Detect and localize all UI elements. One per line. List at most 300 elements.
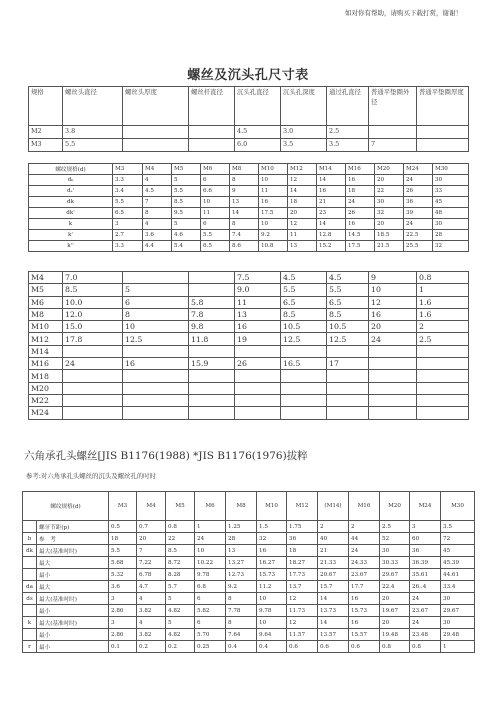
- table-cell: 24.33: [349, 557, 380, 569]
- table-cell: 18: [109, 533, 137, 545]
- table-cell: 72: [441, 533, 475, 545]
- table-cell: [235, 345, 281, 357]
- header-cell: 沉头孔深度: [281, 87, 327, 126]
- table-cell: k'': [29, 241, 113, 252]
- download-note: 如对你有帮助，请购买下载打赏，谢谢！: [345, 9, 462, 17]
- row-label: 最大(基准吋时): [37, 617, 109, 629]
- table-row: [29, 175, 469, 186]
- table-cell: 5: [166, 593, 195, 605]
- table-cell: 13: [230, 197, 259, 208]
- table-cell: 5.5: [109, 545, 137, 557]
- table-cell: 6.6: [201, 186, 230, 197]
- table-cell: [189, 284, 235, 296]
- table-cell: 2.86: [109, 629, 137, 641]
- table-cell: 10: [259, 175, 288, 186]
- header-cell: M5: [166, 492, 195, 521]
- table-cell: 36: [287, 533, 318, 545]
- header-cell: M12: [288, 164, 317, 175]
- header-cell: M16: [349, 492, 380, 521]
- table-cell: 11.8: [189, 333, 235, 345]
- table-cell: 8: [226, 593, 257, 605]
- table-cell: 24: [404, 219, 433, 230]
- table-cell: 21: [318, 545, 349, 557]
- table-cell: 26: [235, 358, 281, 370]
- socket-head-screw-table: [22, 491, 475, 653]
- row-label: 最小: [37, 569, 109, 581]
- table-cell: 16: [369, 308, 417, 320]
- table-cell: 16.27: [257, 557, 287, 569]
- table-cell: 7.8: [189, 308, 235, 320]
- table-row: [29, 407, 469, 419]
- table-cell: [235, 394, 281, 406]
- table-cell: 40: [318, 533, 349, 545]
- table-cell: 24: [349, 545, 380, 557]
- table-cell: 4.82: [166, 605, 195, 617]
- table-cell: 9.2: [259, 230, 288, 241]
- table-cell: 6: [201, 175, 230, 186]
- table-cell: [281, 407, 327, 419]
- table-cell: 23.67: [410, 605, 441, 617]
- table-cell: 30: [380, 545, 410, 557]
- table-cell: 2: [318, 521, 349, 533]
- row-label: 最小: [37, 629, 109, 641]
- table-cell: 4: [137, 593, 166, 605]
- table-cell: 10.8: [259, 241, 288, 252]
- table-cell: 0.8: [417, 272, 469, 284]
- table-row: [29, 208, 469, 219]
- table-cell: 7.4: [230, 230, 259, 241]
- table-cell: 13: [226, 545, 257, 557]
- table-cell: [189, 345, 235, 357]
- table-cell: M22: [29, 394, 63, 406]
- table-cell: 29.67: [380, 569, 410, 581]
- table-cell: 19.67: [380, 605, 410, 617]
- table-cell: 24: [195, 533, 226, 545]
- table-cell: 24: [410, 617, 441, 629]
- table-cell: M4: [29, 272, 63, 284]
- table-cell: 22: [166, 533, 195, 545]
- table-cell: 20: [288, 208, 317, 219]
- table-cell: 24: [410, 593, 441, 605]
- table-cell: 8.28: [166, 569, 195, 581]
- table-cell: 45.39: [441, 557, 475, 569]
- table-cell: [327, 407, 369, 419]
- table-cell: 5.5: [327, 284, 369, 296]
- header-cell: M8: [226, 492, 257, 521]
- table-cell: 21: [317, 197, 346, 208]
- table-cell: [63, 370, 123, 382]
- table-row: [29, 333, 469, 345]
- row-group-label: [23, 605, 37, 617]
- table-cell: 23.48: [410, 629, 441, 641]
- table-row: [29, 230, 469, 241]
- table-cell: 16: [123, 358, 189, 370]
- table-cell: 8.6: [230, 241, 259, 252]
- table-cell: 16: [317, 186, 346, 197]
- table-cell: 3.5: [327, 139, 369, 152]
- table-cell: 0.25: [195, 641, 226, 653]
- table-cell: 13.73: [318, 605, 349, 617]
- table-cell: 14: [288, 186, 317, 197]
- table-cell: [417, 370, 469, 382]
- table-row: [29, 139, 469, 152]
- table-cell: 11: [201, 208, 230, 219]
- table-cell: [327, 394, 369, 406]
- table-cell: [369, 345, 417, 357]
- header-cell: 普通平垫圈外径: [369, 87, 417, 126]
- table-cell: 15.2: [317, 241, 346, 252]
- table-cell: 0.4: [226, 641, 257, 653]
- table-cell: [417, 358, 469, 370]
- header-cell: 普通平垫圈厚度: [417, 87, 469, 126]
- table-cell: 10.0: [63, 296, 123, 308]
- table-cell: 17.5: [346, 241, 375, 252]
- table-cell: 6: [195, 593, 226, 605]
- table-cell: 26: [346, 208, 375, 219]
- header-cell: M20: [375, 164, 404, 175]
- table-cell: [369, 358, 417, 370]
- table-cell: 18.27: [287, 557, 318, 569]
- table-cell: 11: [288, 230, 317, 241]
- table-cell: 1: [195, 521, 226, 533]
- table-cell: 10: [257, 617, 287, 629]
- row-group-label: r: [23, 641, 37, 653]
- table-cell: 2.5: [327, 126, 369, 139]
- table-cell: [123, 345, 189, 357]
- table-cell: M20: [29, 382, 63, 394]
- table-cell: 12.5: [327, 333, 369, 345]
- header-cell: M4: [137, 492, 166, 521]
- table-cell: 12.5: [123, 333, 189, 345]
- row-group-label: [23, 557, 37, 569]
- table-cell: 7.64: [226, 629, 257, 641]
- table-cell: [189, 126, 235, 139]
- table-cell: [63, 407, 123, 419]
- table-cell: 10: [259, 219, 288, 230]
- table-cell: 15.7: [318, 581, 349, 593]
- table-cell: 18: [288, 197, 317, 208]
- table-cell: 2.5: [417, 333, 469, 345]
- table-cell: 9.64: [257, 629, 287, 641]
- table-cell: 0.6: [318, 641, 349, 653]
- table-cell: 52: [380, 533, 410, 545]
- table-cell: 7: [143, 197, 172, 208]
- table-cell: [189, 139, 235, 152]
- header-cell: M14: [317, 164, 346, 175]
- table-cell: 6: [195, 617, 226, 629]
- table-cell: 5.5: [201, 230, 230, 241]
- table-cell: 5: [166, 617, 195, 629]
- table-row: [29, 241, 469, 252]
- table-cell: [281, 394, 327, 406]
- table-cell: 9.5: [172, 208, 201, 219]
- table-cell: 11.2: [257, 581, 287, 593]
- header-cell: M12: [287, 492, 318, 521]
- table-cell: 4.82: [166, 629, 195, 641]
- table-row: [29, 296, 469, 308]
- table-cell: 32: [257, 533, 287, 545]
- table-cell: 39: [404, 208, 433, 219]
- row-label: 最大(基准吋时): [37, 593, 109, 605]
- table-cell: 11.57: [287, 629, 318, 641]
- table-cell: [123, 126, 189, 139]
- table-cell: 5.5: [172, 186, 201, 197]
- table-cell: dₖ: [29, 175, 113, 186]
- table-cell: 44.61: [441, 569, 475, 581]
- table-cell: 0.2: [137, 641, 166, 653]
- table-cell: 4.6: [172, 230, 201, 241]
- table-cell: 17.8: [63, 333, 123, 345]
- table-cell: 5.7: [166, 581, 195, 593]
- table-cell: 30.33: [380, 557, 410, 569]
- table-cell: 7.5: [235, 272, 281, 284]
- table-cell: 13.7: [287, 581, 318, 593]
- table-cell: 6: [123, 296, 189, 308]
- row-label: 最大(基准吋时): [37, 545, 109, 557]
- header-cell: M6: [201, 164, 230, 175]
- table-cell: 8.72: [166, 557, 195, 569]
- table-cell: 8: [230, 175, 259, 186]
- table-cell: 1.25: [226, 521, 257, 533]
- table-cell: 3.0: [281, 126, 327, 139]
- table-cell: 8.5: [327, 308, 369, 320]
- table-cell: [281, 382, 327, 394]
- table-cell: 4.5: [235, 126, 281, 139]
- table-cell: 10.22: [195, 557, 226, 569]
- table-cell: [235, 407, 281, 419]
- table-cell: [189, 394, 235, 406]
- table-cell: [369, 126, 417, 139]
- table-cell: 7.22: [137, 557, 166, 569]
- table-cell: 19.48: [380, 629, 410, 641]
- table-cell: dₛ': [29, 186, 113, 197]
- header-cell: 螺纹规格(d): [23, 492, 109, 521]
- header-cell: M3: [113, 164, 143, 175]
- table-cell: [189, 407, 235, 419]
- header-cell: M5: [172, 164, 201, 175]
- table-cell: 20: [375, 219, 404, 230]
- table-cell: 6.5: [327, 296, 369, 308]
- row-label: 螺牙节距(p): [37, 521, 109, 533]
- table-cell: 3.82: [137, 629, 166, 641]
- table-cell: 23: [317, 208, 346, 219]
- table-row: [29, 345, 469, 357]
- table-row: [29, 284, 469, 296]
- table-cell: 0.8: [410, 641, 441, 653]
- table-cell: 11: [259, 186, 288, 197]
- table-cell: 13: [235, 308, 281, 320]
- table-row: [29, 126, 469, 139]
- table-cell: 6: [201, 219, 230, 230]
- table-cell: 14: [317, 219, 346, 230]
- header-cell: 通过孔直径: [327, 87, 369, 126]
- table-cell: 0.6: [349, 641, 380, 653]
- table-cell: 3.3: [113, 241, 143, 252]
- header-cell: 螺丝头直径: [63, 87, 123, 126]
- header-cell: M6: [195, 492, 226, 521]
- table-cell: 12: [288, 175, 317, 186]
- table-cell: 9: [369, 272, 417, 284]
- table-row: [29, 197, 469, 208]
- table-cell: [327, 382, 369, 394]
- table-cell: 9: [230, 186, 259, 197]
- table-cell: 1: [441, 641, 475, 653]
- header-cell: 螺纹规格(d): [29, 164, 113, 175]
- table-cell: 22.4: [380, 581, 410, 593]
- table-cell: 20: [380, 617, 410, 629]
- table-cell: 17: [327, 358, 369, 370]
- table-cell: [369, 382, 417, 394]
- table-row: [23, 617, 475, 629]
- table-cell: 10: [201, 197, 230, 208]
- table-row: [23, 569, 475, 581]
- table-cell: 2.7: [113, 230, 143, 241]
- table-row: [23, 557, 475, 569]
- table-cell: 24: [346, 197, 375, 208]
- table-cell: 30: [441, 593, 475, 605]
- table-cell: 3: [109, 617, 137, 629]
- table-cell: M10: [29, 321, 63, 333]
- table-cell: M6: [29, 296, 63, 308]
- table-cell: [417, 407, 469, 419]
- table-cell: 3.6: [143, 230, 172, 241]
- header-cell: M30: [441, 492, 475, 521]
- table-cell: 26..4: [410, 581, 441, 593]
- table-cell: [123, 382, 189, 394]
- table-cell: M12: [29, 333, 63, 345]
- table-cell: 29.67: [441, 605, 475, 617]
- table-cell: 14.5: [346, 230, 375, 241]
- table-cell: 11.73: [287, 605, 318, 617]
- table-cell: 5.70: [195, 629, 226, 641]
- table-cell: 9.0: [235, 284, 281, 296]
- table-cell: 9.78: [257, 605, 287, 617]
- table-cell: 12.0: [63, 308, 123, 320]
- header-cell: M10: [257, 492, 287, 521]
- table-cell: 8.5: [166, 545, 195, 557]
- table-cell: 24: [63, 358, 123, 370]
- table-cell: 26: [404, 186, 433, 197]
- row-group-label: [23, 521, 37, 533]
- table-cell: k: [29, 219, 113, 230]
- table-cell: 3.5: [441, 521, 475, 533]
- table-row: [29, 394, 469, 406]
- table-cell: dk: [29, 197, 113, 208]
- table-cell: 10.5: [327, 321, 369, 333]
- table-cell: [417, 394, 469, 406]
- header-cell: M20: [380, 492, 410, 521]
- table-cell: 9.2: [226, 581, 257, 593]
- table-cell: 12.73: [226, 569, 257, 581]
- table-cell: 6.5: [281, 296, 327, 308]
- table-cell: 3.5: [281, 139, 327, 152]
- table-row: [23, 605, 475, 617]
- table-cell: 16: [235, 321, 281, 333]
- table-cell: 30: [375, 197, 404, 208]
- table-cell: 10: [195, 545, 226, 557]
- table-cell: 10: [369, 284, 417, 296]
- table-cell: 4.5: [327, 272, 369, 284]
- table-cell: [235, 382, 281, 394]
- table-cell: 11: [235, 296, 281, 308]
- table-cell: [281, 345, 327, 357]
- table-cell: 15.57: [349, 629, 380, 641]
- table-header-row: [29, 164, 469, 175]
- table-cell: M16: [29, 358, 63, 370]
- table-cell: [63, 394, 123, 406]
- table-row: [29, 219, 469, 230]
- table-cell: 7.0: [63, 272, 123, 284]
- table-cell: 36: [410, 545, 441, 557]
- table-cell: 18.5: [375, 230, 404, 241]
- table-cell: 32: [433, 241, 469, 252]
- table-cell: 36: [404, 197, 433, 208]
- table-cell: 35.61: [410, 569, 441, 581]
- row-group-label: [23, 629, 37, 641]
- table-cell: 8: [143, 208, 172, 219]
- table-row: [23, 593, 475, 605]
- table-cell: 4.5: [281, 272, 327, 284]
- table-cell: 22: [375, 186, 404, 197]
- table-cell: [189, 272, 235, 284]
- header-cell: M10: [259, 164, 288, 175]
- table-cell: 60: [410, 533, 441, 545]
- row-label: 最大: [37, 581, 109, 593]
- table-cell: 17.73: [287, 569, 318, 581]
- table-cell: 20.67: [318, 569, 349, 581]
- table-cell: 13: [288, 241, 317, 252]
- row-group-label: dk: [23, 545, 37, 557]
- table-cell: 20: [369, 321, 417, 333]
- table-cell: 3: [113, 219, 143, 230]
- table-cell: 33: [433, 186, 469, 197]
- table-row: [23, 533, 475, 545]
- table-cell: 22.5: [404, 230, 433, 241]
- table-cell: 0.2: [166, 641, 195, 653]
- screw-size-table: [28, 86, 469, 152]
- table-cell: 30: [433, 219, 469, 230]
- table-cell: 44: [349, 533, 380, 545]
- table-cell: 3.82: [137, 605, 166, 617]
- table-cell: [327, 345, 369, 357]
- table-cell: 8.5: [172, 197, 201, 208]
- row-group-label: ds: [23, 593, 37, 605]
- table-cell: 17.5: [259, 208, 288, 219]
- table-row: [29, 308, 469, 320]
- table-cell: 5.5: [63, 139, 123, 152]
- table-cell: 16.5: [281, 358, 327, 370]
- table-cell: 45: [433, 197, 469, 208]
- table-cell: 7.78: [226, 605, 257, 617]
- table-cell: M24: [29, 407, 63, 419]
- table-cell: 6.5: [201, 241, 230, 252]
- table-cell: M2: [29, 126, 63, 139]
- table-cell: 25.5: [404, 241, 433, 252]
- table-cell: 4: [137, 617, 166, 629]
- table-cell: 5.8: [189, 296, 235, 308]
- table-cell: 5: [172, 175, 201, 186]
- header-cell: M30: [433, 164, 469, 175]
- table-cell: 36.39: [410, 557, 441, 569]
- table-cell: 6.5: [113, 208, 143, 219]
- table-cell: 6.8: [195, 581, 226, 593]
- table-row: [23, 581, 475, 593]
- table-row: [23, 545, 475, 557]
- table-cell: 28: [433, 230, 469, 241]
- table-cell: 5: [123, 284, 189, 296]
- table-cell: 24: [369, 333, 417, 345]
- table-cell: k': [29, 230, 113, 241]
